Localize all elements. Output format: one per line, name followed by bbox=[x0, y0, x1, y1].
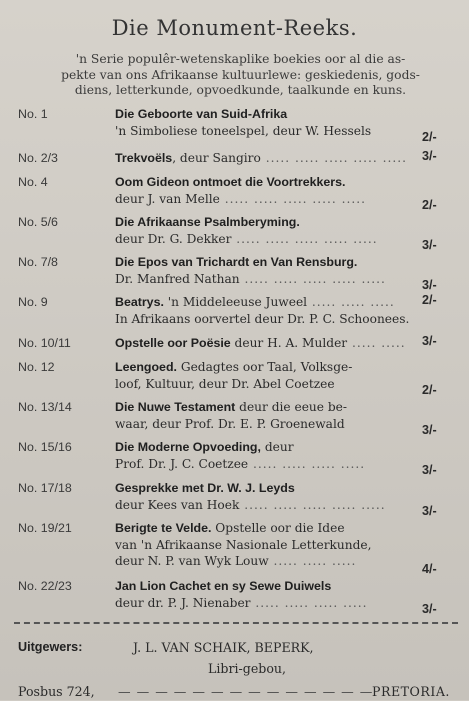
book-number: No. 17/18 bbox=[18, 481, 72, 495]
book-line bbox=[115, 399, 415, 416]
book-detail: , deur Sangiro bbox=[172, 151, 261, 165]
book-number: No. 9 bbox=[18, 295, 48, 309]
intro-line: pekte van ons Afrikaanse kultuurlewe: geskiedenis, gods- bbox=[61, 67, 420, 82]
book-title: Trekvoëls bbox=[115, 151, 173, 165]
book-number: No. 13/14 bbox=[18, 400, 72, 414]
book-detail: In Afrikaans oorvertel deur Dr. P. C. Schoonees. bbox=[115, 311, 410, 326]
book-detail: van 'n Afrikaanse Nasionale Letterkunde, bbox=[115, 537, 372, 552]
book-number: No. 15/16 bbox=[18, 440, 72, 454]
book-detail: deur N. P. van Wyk Louw bbox=[115, 554, 269, 568]
book-detail: waar, deur Prof. Dr. E. P. Groenewald bbox=[115, 416, 345, 431]
book-description bbox=[115, 254, 415, 287]
book-number: No. 22/23 bbox=[18, 579, 72, 593]
book-description bbox=[115, 480, 415, 513]
book-line bbox=[115, 456, 415, 473]
dot-leader: ..... ..... ..... ..... bbox=[248, 456, 366, 471]
book-title: Jan Lion Cachet en sy Sewe Duiwels bbox=[115, 579, 332, 593]
book-price: 3/- bbox=[422, 277, 437, 292]
book-detail: Opstelle oor die Idee bbox=[211, 521, 345, 535]
book-line bbox=[115, 553, 415, 570]
book-description bbox=[115, 439, 415, 472]
book-description bbox=[115, 578, 415, 611]
book-description bbox=[115, 106, 415, 139]
book-line bbox=[115, 480, 415, 497]
publisher-label: Uitgewers: bbox=[18, 640, 83, 654]
address-dashes: — — — — — — — — — — — — — — bbox=[118, 684, 374, 699]
dot-leader: ..... ..... bbox=[347, 336, 406, 350]
book-detail: Gedagtes oor Taal, Volksge- bbox=[176, 360, 353, 374]
book-description bbox=[115, 520, 415, 570]
book-detail: loof, Kultuur, deur Dr. Abel Coetzee bbox=[115, 376, 335, 391]
book-detail: deur bbox=[260, 440, 294, 454]
book-detail: Prof. Dr. J. C. Coetzee bbox=[115, 456, 249, 471]
dot-leader: ..... ..... ..... ..... ..... bbox=[239, 497, 386, 512]
book-price: 3/- bbox=[422, 334, 437, 348]
book-line bbox=[115, 174, 415, 191]
book-price: 3/- bbox=[422, 422, 437, 437]
book-number: No. 10/11 bbox=[18, 336, 71, 350]
page-title: Die Monument-Reeks. bbox=[111, 16, 358, 40]
book-description bbox=[115, 294, 415, 327]
footer-divider bbox=[14, 622, 458, 624]
book-line bbox=[115, 123, 415, 140]
dot-leader: ..... ..... ..... ..... ..... bbox=[231, 231, 378, 246]
book-line bbox=[115, 231, 415, 248]
book-title: Die Moderne Opvoeding, bbox=[115, 440, 261, 454]
publisher-city: PRETORIA. bbox=[372, 684, 450, 699]
book-line bbox=[115, 537, 415, 554]
book-detail: deur dr. P. J. Nienaber bbox=[115, 595, 251, 610]
publisher-name: J. L. VAN SCHAIK, BEPERK, bbox=[133, 640, 314, 655]
book-description bbox=[115, 335, 415, 352]
book-price: 2/- bbox=[422, 129, 437, 144]
book-price: 4/- bbox=[422, 562, 437, 576]
book-title: Beatrys. bbox=[115, 295, 164, 309]
book-price: 2/- bbox=[422, 382, 437, 397]
book-number: No. 7/8 bbox=[18, 255, 58, 269]
book-number: No. 4 bbox=[18, 175, 48, 189]
dot-leader: ..... ..... ..... bbox=[268, 554, 357, 568]
book-description bbox=[115, 174, 415, 207]
book-description bbox=[115, 214, 415, 247]
book-line bbox=[115, 271, 415, 288]
dot-leader: ..... ..... ..... ..... bbox=[250, 595, 368, 610]
book-price: 3/- bbox=[422, 462, 437, 477]
book-number: No. 2/3 bbox=[18, 151, 58, 165]
book-price: 2/- bbox=[422, 293, 437, 307]
book-price: 2/- bbox=[422, 197, 437, 212]
book-line bbox=[115, 254, 415, 271]
series-intro bbox=[28, 52, 453, 99]
book-number: No. 12 bbox=[18, 360, 55, 374]
book-line bbox=[115, 106, 415, 123]
book-detail: Dr. Manfred Nathan bbox=[115, 271, 240, 286]
dot-leader: ..... ..... ..... ..... ..... bbox=[260, 151, 408, 165]
book-line bbox=[115, 416, 415, 433]
book-title: Die Epos van Trichardt en Van Rensburg. bbox=[115, 255, 358, 269]
book-title: Opstelle oor Poësie bbox=[115, 336, 231, 350]
book-line bbox=[115, 439, 415, 456]
book-title: Die Geboorte van Suid-Afrika bbox=[115, 107, 288, 121]
book-title: Oom Gideon ontmoet die Voortrekkers. bbox=[115, 175, 346, 189]
book-number: No. 19/21 bbox=[18, 521, 72, 535]
book-title: Die Nuwe Testament bbox=[115, 400, 236, 414]
book-price: 3/- bbox=[422, 601, 437, 616]
book-price: 3/- bbox=[422, 149, 437, 163]
book-number: No. 1 bbox=[18, 107, 48, 121]
dot-leader: ..... ..... ..... ..... ..... bbox=[239, 271, 386, 286]
book-detail: 'n Middeleeuse Juweel bbox=[163, 295, 308, 309]
book-line bbox=[115, 359, 415, 376]
book-line bbox=[115, 376, 415, 393]
publisher-address: Posbus 724, bbox=[18, 684, 95, 699]
book-line bbox=[115, 578, 415, 595]
publisher-building: Libri-gebou, bbox=[208, 661, 287, 676]
book-title: Leengoed. bbox=[115, 360, 177, 374]
book-description bbox=[115, 150, 415, 167]
dot-leader: ..... ..... ..... bbox=[307, 295, 395, 309]
book-number: No. 5/6 bbox=[18, 215, 58, 229]
book-detail: deur die eeue be- bbox=[235, 400, 347, 414]
intro-line: 'n Serie populêr-wetenskaplike boekies oor al die as- bbox=[75, 52, 406, 66]
book-detail: deur Dr. G. Dekker bbox=[115, 231, 232, 246]
book-price: 3/- bbox=[422, 503, 437, 518]
book-line bbox=[115, 191, 415, 208]
book-description bbox=[115, 359, 415, 392]
book-price: 3/- bbox=[422, 237, 437, 252]
book-title: Gesprekke met Dr. W. J. Leyds bbox=[115, 481, 295, 495]
book-line bbox=[115, 497, 415, 514]
book-detail: deur Kees van Hoek bbox=[115, 497, 240, 512]
dot-leader: ..... ..... ..... ..... ..... bbox=[219, 191, 367, 206]
book-line bbox=[115, 214, 415, 231]
book-title: Die Afrikaanse Psalmberyming. bbox=[115, 215, 300, 229]
book-line bbox=[115, 335, 415, 352]
book-detail: deur H. A. Mulder bbox=[230, 336, 348, 350]
book-line bbox=[115, 520, 415, 537]
book-line bbox=[115, 311, 415, 328]
intro-line: diens, letterkunde, opvoedkunde, taalkunde en kuns. bbox=[74, 83, 407, 97]
book-line bbox=[115, 294, 415, 311]
book-line bbox=[115, 595, 415, 612]
book-title: Berigte te Velde. bbox=[115, 521, 212, 535]
book-detail: deur J. van Melle bbox=[115, 191, 220, 206]
book-description bbox=[115, 399, 415, 432]
book-detail: 'n Simboliese toneelspel, deur W. Hessels bbox=[115, 123, 372, 138]
book-line bbox=[115, 150, 415, 167]
